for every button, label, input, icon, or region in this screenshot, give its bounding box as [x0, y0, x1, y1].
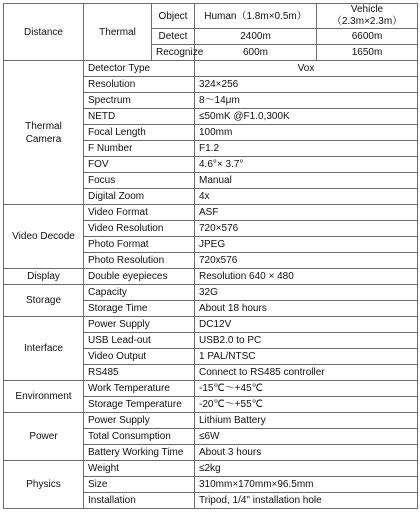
spec-value: 1 PAL/NTSC	[195, 349, 418, 365]
spec-value: F1.2	[195, 141, 418, 157]
interface-category: Interface	[4, 317, 84, 381]
table-row	[4, 413, 418, 429]
spec-label: FOV	[84, 157, 195, 173]
spec-value: -15℃～+45℃	[195, 381, 418, 397]
spec-value: Connect to RS485 controller	[195, 365, 418, 381]
table-row	[4, 269, 418, 285]
distance-vehicle-header	[317, 4, 418, 29]
spec-label: Battery Working Time	[84, 445, 195, 461]
table-row	[4, 381, 418, 397]
spec-label: Focus	[84, 173, 195, 189]
distance-header-row	[4, 4, 418, 29]
spec-label: Weight	[84, 461, 195, 477]
spec-label: Storage Temperature	[84, 397, 195, 413]
spec-value: About 3 hours	[195, 445, 418, 461]
spec-value: ≤6W	[195, 429, 418, 445]
spec-value: -20℃～+55℃	[195, 397, 418, 413]
table-row	[4, 461, 418, 477]
spec-label: Digital Zoom	[84, 189, 195, 205]
spec-value: 4x	[195, 189, 418, 205]
spec-label: F Number	[84, 141, 195, 157]
spec-value: USB2.0 to PC	[195, 333, 418, 349]
spec-label: Focal Length	[84, 125, 195, 141]
spec-label: Video Format	[84, 205, 195, 221]
spec-value: About 18 hours	[195, 301, 418, 317]
spec-value: 4.6°× 3.7°	[195, 157, 418, 173]
spec-value: 8～14μm	[195, 93, 418, 109]
spec-value: Resolution 640 × 480	[195, 269, 418, 285]
spec-label: NETD	[84, 109, 195, 125]
spec-label: Size	[84, 477, 195, 493]
thermal-camera-category-line2: Camera	[25, 133, 62, 145]
recognize-human: 600m	[195, 45, 317, 61]
spec-label: Total Consumption	[84, 429, 195, 445]
spec-table	[3, 3, 418, 509]
distance-human-header: Human（1.8m×0.5m）	[195, 4, 317, 29]
display-category: Display	[4, 269, 84, 285]
video-decode-category: Video Decode	[4, 205, 84, 269]
distance-category: Distance	[4, 4, 84, 61]
spec-label: Video Resolution	[84, 221, 195, 237]
spec-value: 310mm×170mm×96.5mm	[195, 477, 418, 493]
table-row	[4, 285, 418, 301]
spec-label: USB Lead-out	[84, 333, 195, 349]
environment-category: Environment	[4, 381, 84, 413]
distance-object-label: Object	[152, 4, 195, 29]
spec-value: 720x576	[195, 253, 418, 269]
spec-value: ASF	[195, 205, 418, 221]
physics-category: Physics	[4, 461, 84, 509]
spec-label: Photo Resolution	[84, 253, 195, 269]
recognize-label: Recognize	[152, 45, 195, 61]
spec-label: Power Supply	[84, 317, 195, 333]
spec-label: Capacity	[84, 285, 195, 301]
detect-human: 2400m	[195, 29, 317, 45]
spec-label: Storage Time	[84, 301, 195, 317]
spec-label: Photo Format	[84, 237, 195, 253]
spec-value: 100mm	[195, 125, 418, 141]
table-row	[4, 61, 418, 77]
spec-label: Installation	[84, 493, 195, 509]
vehicle-header-line2: （2.3m×2.3m）	[331, 16, 403, 27]
storage-category: Storage	[4, 285, 84, 317]
thermal-camera-category-line1: Thermal	[25, 120, 62, 132]
vehicle-header-line1: Vehicle	[350, 4, 384, 15]
thermal-camera-category	[4, 61, 84, 205]
spec-value: JPEG	[195, 237, 418, 253]
spec-label: Power Supply	[84, 413, 195, 429]
power-category: Power	[4, 413, 84, 461]
spec-value: Tripod, 1/4" installation hole	[195, 493, 418, 509]
spec-value: 324×256	[195, 77, 418, 93]
spec-label: Spectrum	[84, 93, 195, 109]
detect-label: Detect	[152, 29, 195, 45]
spec-value: ≤2kg	[195, 461, 418, 477]
spec-value: Vox	[195, 61, 418, 77]
spec-value: Lithium Battery	[195, 413, 418, 429]
spec-label: Double eyepieces	[84, 269, 195, 285]
spec-label: Video Output	[84, 349, 195, 365]
spec-label: RS485	[84, 365, 195, 381]
spec-value: Manual	[195, 173, 418, 189]
detect-vehicle: 6600m	[317, 29, 418, 45]
spec-label: Resolution	[84, 77, 195, 93]
spec-value: 32G	[195, 285, 418, 301]
spec-label: Work Temperature	[84, 381, 195, 397]
distance-thermal-label: Thermal	[84, 4, 152, 61]
recognize-vehicle: 1650m	[317, 45, 418, 61]
spec-value: ≤50mK @F1.0,300K	[195, 109, 418, 125]
table-row	[4, 205, 418, 221]
spec-label: Detector Type	[84, 61, 195, 77]
table-row	[4, 317, 418, 333]
spec-value: 720×576	[195, 221, 418, 237]
spec-value: DC12V	[195, 317, 418, 333]
